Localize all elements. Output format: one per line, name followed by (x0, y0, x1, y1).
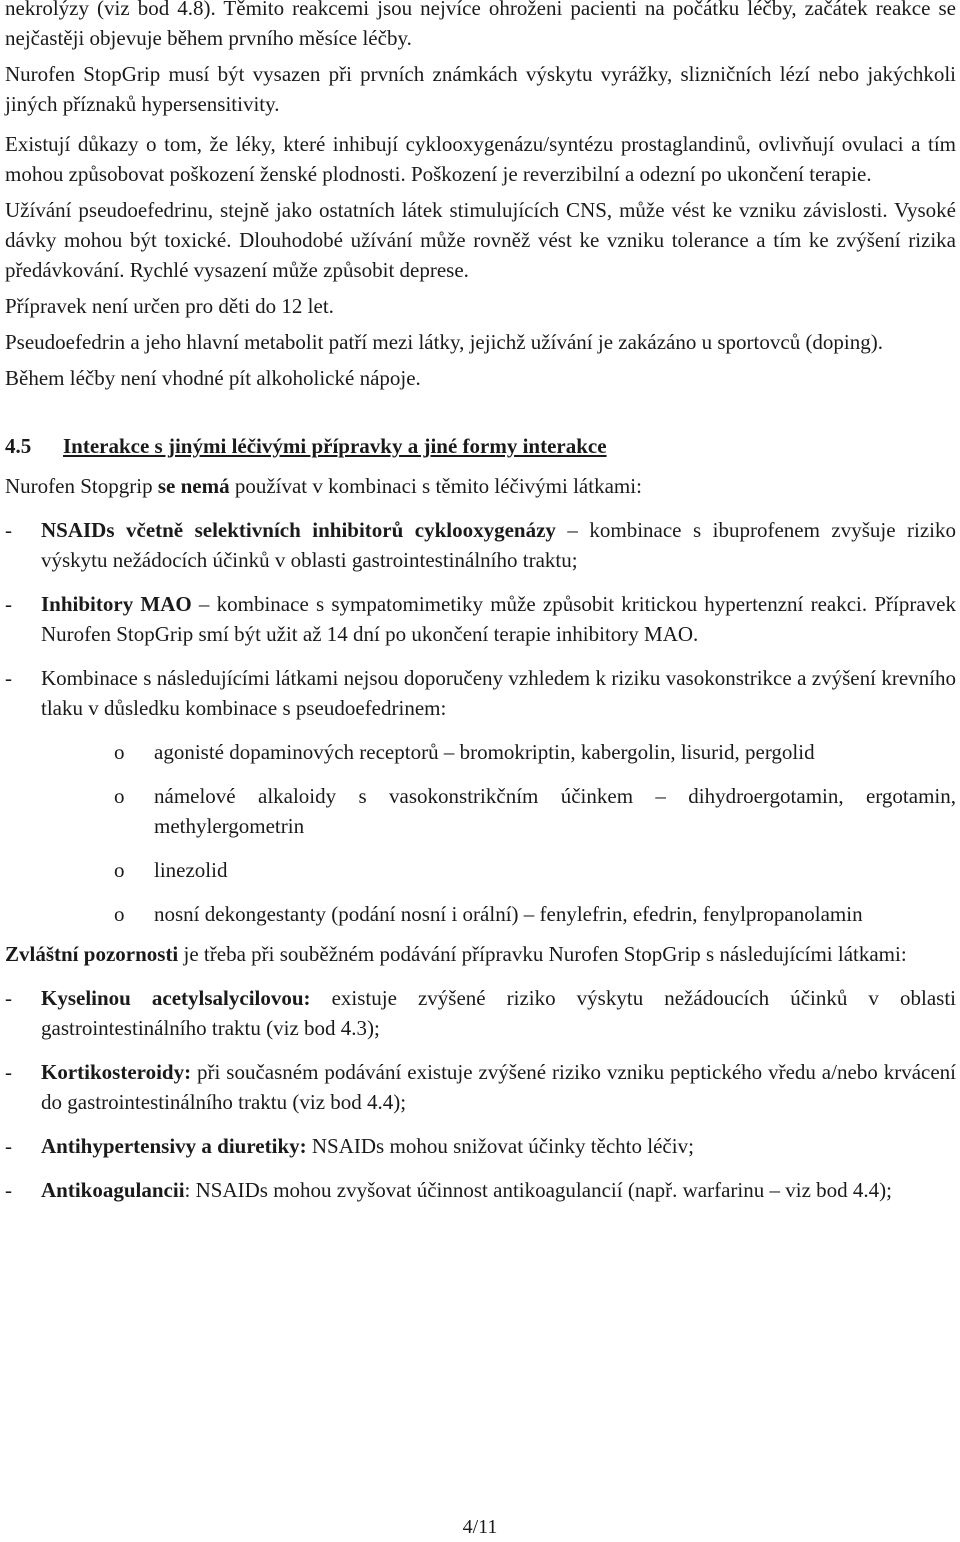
paragraph-doping: Pseudoefedrin a jeho hlavní metabolit patří mezi látky, jejichž užívání je zakázáno u sportovců (doping). (5, 330, 884, 354)
section-heading (5, 431, 956, 461)
list-item: - NSAIDs včetně selektivních inhibitorů cyklooxygenázy – kombinace s ibuprofenem zvyšuje riziko výskytu nežádocích účinků v oblasti gastrointestinálního traktu; (5, 518, 957, 572)
section-title: Interakce s jinými léčivými přípravky a jiné formy interakce (63, 434, 607, 458)
paragraph-children: Přípravek není určen pro děti do 12 let. (5, 294, 334, 318)
sub-list-item: o nosní dekongestanty (podání nosní i orální) – fenylefrin, efedrin, fenylpropanolamin (114, 902, 863, 926)
list-item: - Antikoagulancii: NSAIDs mohou zvyšovat účinnost antikoagulancií (např. warfarinu – viz bod 4.4); (5, 1178, 892, 1202)
list-item: - Kombinace s následujícími látkami nejsou doporučeny vzhledem k riziku vasokonstrikce a zvýšení krevního tlaku v důsledku kombinace s pseudoefedrinem: (5, 666, 956, 720)
sub-list-item: o námelové alkaloidy s vasokonstrikčním účinkem – dihydroergotamin, ergotamin, methylergometrin (114, 784, 956, 838)
sub-list-item: o agonisté dopaminových receptorů – bromokriptin, kabergolin, lisurid, pergolid (114, 740, 815, 764)
list-item: - Kortikosteroidy: při současném podávání existuje zvýšené riziko vzniku peptického vředu a/nebo krvácení do gastrointestinálního traktu (viz bod 4.4); (5, 1060, 956, 1114)
list-item: - Antihypertensivy a diuretiky: NSAIDs mohou snižovat účinky těchto léčiv; (5, 1134, 694, 1158)
intro-bold: se nemá (157, 474, 230, 498)
section-number: 4.5 (5, 434, 32, 458)
paragraph-discontinue: Nurofen StopGrip musí být vysazen při prvních známkách výskytu vyrážky, slizničních lézí nebo jakýchkoli jiných příznaků hypersensitivity. (5, 62, 956, 116)
caution-bold: Zvláštní pozornosti (5, 942, 179, 966)
list-item: - Inhibitory MAO – kombinace s sympatomimetiky může způsobit kritickou hypertenzní reakci. Přípravek Nurofen StopGrip smí být užit až 14 dní po ukončení terapie inhibitory MAO. (5, 592, 956, 646)
document-page (5, 0, 956, 1205)
paragraph-pseudoephedrine: Užívání pseudoefedrinu, stejně jako ostatních látek stimulujících CNS, může vést ke vzniku závislosti. Vysoké dávky mohou být toxické. Dlouhodobé užívání může rovněž vést ke vzniku tolerance a tím ke zvýšení rizika předávkování. Rychlé vysazení může způsobit deprese. (5, 198, 956, 282)
paragraph-reactions: nekrolýzy (viz bod 4.8). Těmito reakcemi jsou nejvíce ohroženi pacienti na počátku léčby, začátek reakce se nejčastěji objevuje během prvního měsíce léčby. (5, 0, 956, 50)
paragraph-fertility: Existují důkazy o tom, že léky, které inhibují cyklooxygenázu/syntézu prostaglandinů, ovlivňují ovulaci a tím mohou způsobovat poškození ženské plodnosti. Poškození je reverzibilní a odezní po ukončení terapie. (5, 132, 956, 186)
interaction-intro: Nurofen Stopgrip se nemá používat v kombinaci s těmito léčivými látkami: (5, 474, 642, 498)
sub-list-item: o linezolid (114, 858, 228, 882)
list-item: - Kyselinou acetylsalycilovou: existuje zvýšené riziko výskytu nežádoucích účinků v oblasti gastrointestinálního traktu (viz bod 4.3); (5, 986, 956, 1040)
page-number: 4/11 (462, 1516, 498, 1538)
paragraph-alcohol: Během léčby není vhodné pít alkoholické nápoje. (5, 366, 421, 390)
caution-intro: Zvláštní pozornosti je třeba při souběžném podávání přípravku Nurofen StopGrip s následujícími látkami: (5, 942, 907, 966)
